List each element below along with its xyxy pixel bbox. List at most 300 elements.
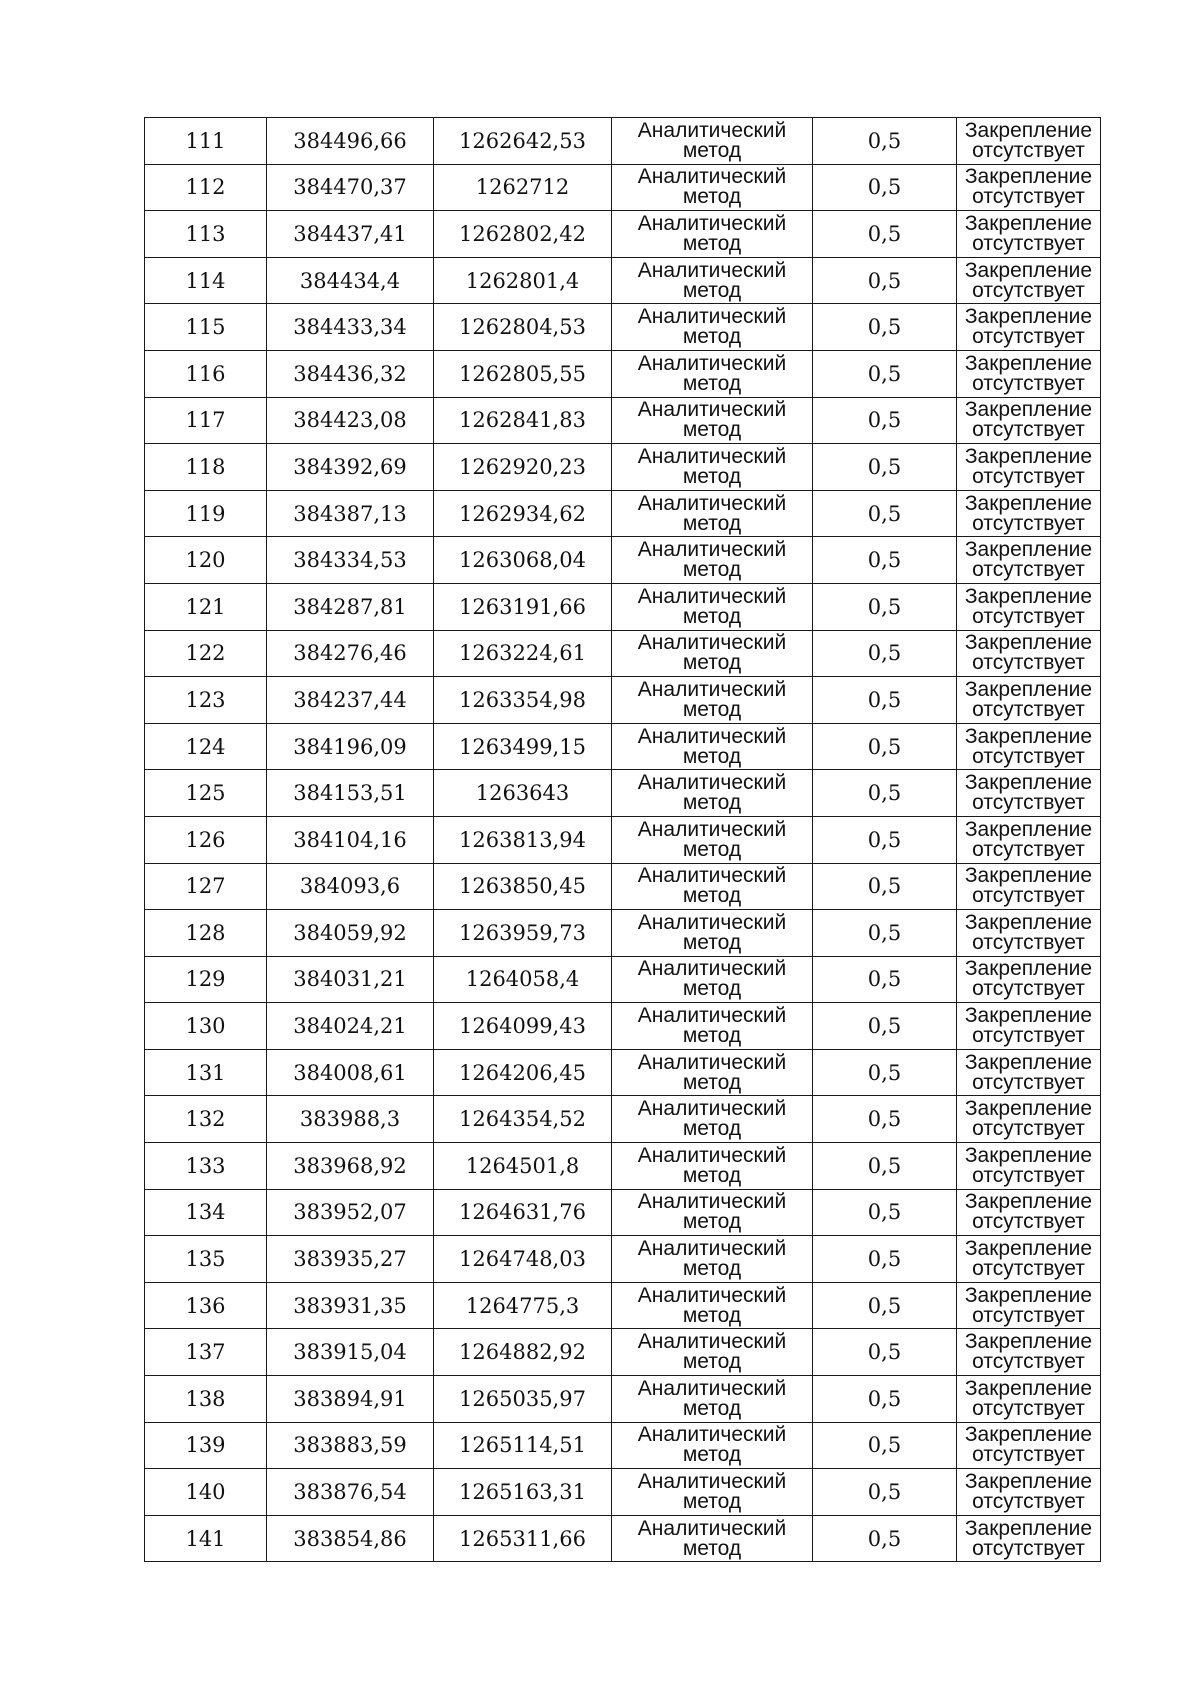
x-coordinate-cell: 384433,34 <box>267 304 434 351</box>
point-number-cell: 116 <box>145 350 267 397</box>
point-number-cell: 128 <box>145 910 267 957</box>
point-number-cell: 141 <box>145 1515 267 1562</box>
x-coordinate-cell: 384237,44 <box>267 677 434 724</box>
fixing-cell <box>957 350 1101 397</box>
method-line-1: Аналитический <box>637 491 787 515</box>
point-number-cell: 115 <box>145 304 267 351</box>
fixing-cell <box>957 723 1101 770</box>
fixing-cell <box>957 1189 1101 1236</box>
fixing-line-2: отсутствует <box>972 837 1085 861</box>
method-line-1: Аналитический <box>637 1190 787 1214</box>
fixing-cell <box>957 164 1101 211</box>
accuracy-cell: 0,5 <box>813 1469 957 1516</box>
method-cell <box>612 1282 813 1329</box>
accuracy-cell: 0,5 <box>813 910 957 957</box>
method-cell <box>612 397 813 444</box>
method-line-1: Аналитический <box>637 351 787 375</box>
fixing-line-1: Закрепление <box>964 584 1093 608</box>
y-coordinate-cell: 1264748,03 <box>434 1236 612 1283</box>
fixing-line-2: отсутствует <box>972 278 1085 302</box>
table-row <box>145 1282 1101 1329</box>
table-row <box>145 863 1101 910</box>
fixing-cell <box>957 211 1101 258</box>
point-number-cell: 123 <box>145 677 267 724</box>
point-number-cell: 127 <box>145 863 267 910</box>
x-coordinate-cell: 384437,41 <box>267 211 434 258</box>
method-line-2: метод <box>682 1490 742 1514</box>
fixing-line-1: Закрепление <box>964 305 1093 329</box>
table-row <box>145 257 1101 304</box>
point-number-cell: 122 <box>145 630 267 677</box>
y-coordinate-cell: 1262802,42 <box>434 211 612 258</box>
y-coordinate-cell: 1264631,76 <box>434 1189 612 1236</box>
fixing-cell <box>957 1422 1101 1469</box>
method-line-1: Аналитический <box>637 584 787 608</box>
table-row <box>145 1049 1101 1096</box>
y-coordinate-cell: 1264501,8 <box>434 1143 612 1190</box>
method-line-2: метод <box>682 185 742 209</box>
fixing-cell <box>957 304 1101 351</box>
method-line-1: Аналитический <box>637 1330 787 1354</box>
accuracy-cell: 0,5 <box>813 164 957 211</box>
fixing-line-2: отсутствует <box>972 697 1085 721</box>
method-line-2: метод <box>682 884 742 908</box>
fixing-cell <box>957 677 1101 724</box>
table-row <box>145 630 1101 677</box>
table-row <box>145 490 1101 537</box>
y-coordinate-cell: 1262920,23 <box>434 444 612 491</box>
method-line-1: Аналитический <box>637 724 787 748</box>
fixing-line-2: отсутствует <box>972 371 1085 395</box>
fixing-line-1: Закрепление <box>964 910 1093 934</box>
table-row <box>145 1515 1101 1562</box>
fixing-line-1: Закрепление <box>964 1237 1093 1261</box>
fixing-line-1: Закрепление <box>964 538 1093 562</box>
fixing-cell <box>957 537 1101 584</box>
x-coordinate-cell: 383883,59 <box>267 1422 434 1469</box>
method-line-1: Аналитический <box>637 1004 787 1028</box>
method-line-1: Аналитический <box>637 444 787 468</box>
y-coordinate-cell: 1262805,55 <box>434 350 612 397</box>
method-line-2: метод <box>682 791 742 815</box>
fixing-cell <box>957 444 1101 491</box>
accuracy-cell: 0,5 <box>813 1143 957 1190</box>
method-line-2: метод <box>682 371 742 395</box>
accuracy-cell: 0,5 <box>813 444 957 491</box>
x-coordinate-cell: 384434,4 <box>267 257 434 304</box>
accuracy-cell: 0,5 <box>813 630 957 677</box>
fixing-line-1: Закрепление <box>964 444 1093 468</box>
method-cell <box>612 1515 813 1562</box>
table-row <box>145 350 1101 397</box>
fixing-line-2: отсутствует <box>972 1210 1085 1234</box>
method-cell <box>612 863 813 910</box>
method-line-1: Аналитический <box>637 771 787 795</box>
fixing-cell <box>957 1329 1101 1376</box>
fixing-line-2: отсутствует <box>972 558 1085 582</box>
fixing-line-1: Закрепление <box>964 1423 1093 1447</box>
fixing-line-2: отсутствует <box>972 1070 1085 1094</box>
method-line-2: метод <box>682 511 742 535</box>
fixing-cell <box>957 257 1101 304</box>
fixing-line-1: Закрепление <box>964 1050 1093 1074</box>
x-coordinate-cell: 384276,46 <box>267 630 434 677</box>
method-line-1: Аналитический <box>637 957 787 981</box>
table-row <box>145 1469 1101 1516</box>
table-row <box>145 770 1101 817</box>
method-line-1: Аналитический <box>637 538 787 562</box>
fixing-line-2: отсутствует <box>972 138 1085 162</box>
method-line-1: Аналитический <box>637 1516 787 1540</box>
method-cell <box>612 164 813 211</box>
fixing-line-2: отсутствует <box>972 977 1085 1001</box>
fixing-line-2: отсутствует <box>972 791 1085 815</box>
y-coordinate-cell: 1262804,53 <box>434 304 612 351</box>
fixing-line-1: Закрепление <box>964 677 1093 701</box>
method-cell <box>612 490 813 537</box>
fixing-cell <box>957 1003 1101 1050</box>
method-line-2: метод <box>682 1210 742 1234</box>
fixing-line-2: отсутствует <box>972 1396 1085 1420</box>
fixing-line-1: Закрепление <box>964 118 1093 142</box>
method-line-1: Аналитический <box>637 118 787 142</box>
table-row <box>145 910 1101 957</box>
x-coordinate-cell: 384423,08 <box>267 397 434 444</box>
y-coordinate-cell: 1262841,83 <box>434 397 612 444</box>
x-coordinate-cell: 384287,81 <box>267 583 434 630</box>
method-cell <box>612 350 813 397</box>
method-cell <box>612 630 813 677</box>
x-coordinate-cell: 383931,35 <box>267 1282 434 1329</box>
accuracy-cell: 0,5 <box>813 350 957 397</box>
y-coordinate-cell: 1263068,04 <box>434 537 612 584</box>
table-body <box>145 118 1101 1562</box>
table-row <box>145 1189 1101 1236</box>
fixing-line-2: отсутствует <box>972 418 1085 442</box>
method-line-2: метод <box>682 1350 742 1374</box>
method-line-2: метод <box>682 1117 742 1141</box>
fixing-line-2: отсутствует <box>972 1257 1085 1281</box>
fixing-line-1: Закрепление <box>964 957 1093 981</box>
accuracy-cell: 0,5 <box>813 723 957 770</box>
fixing-cell <box>957 1376 1101 1423</box>
method-line-2: метод <box>682 1070 742 1094</box>
method-cell <box>612 1236 813 1283</box>
fixing-line-1: Закрепление <box>964 1376 1093 1400</box>
method-line-1: Аналитический <box>637 1097 787 1121</box>
fixing-line-2: отсутствует <box>972 1024 1085 1048</box>
point-number-cell: 117 <box>145 397 267 444</box>
fixing-cell <box>957 863 1101 910</box>
method-cell <box>612 257 813 304</box>
method-line-2: метод <box>682 697 742 721</box>
point-number-cell: 130 <box>145 1003 267 1050</box>
method-line-1: Аналитический <box>637 910 787 934</box>
method-line-2: метод <box>682 278 742 302</box>
method-line-1: Аналитический <box>637 1470 787 1494</box>
fixing-cell <box>957 1096 1101 1143</box>
method-line-1: Аналитический <box>637 258 787 282</box>
point-number-cell: 129 <box>145 956 267 1003</box>
accuracy-cell: 0,5 <box>813 1236 957 1283</box>
point-number-cell: 126 <box>145 816 267 863</box>
method-line-1: Аналитический <box>637 1050 787 1074</box>
method-line-2: метод <box>682 1257 742 1281</box>
table-row <box>145 537 1101 584</box>
fixing-cell <box>957 118 1101 165</box>
fixing-cell <box>957 630 1101 677</box>
table-row <box>145 1003 1101 1050</box>
fixing-line-1: Закрепление <box>964 1470 1093 1494</box>
fixing-line-2: отсутствует <box>972 511 1085 535</box>
fixing-cell <box>957 397 1101 444</box>
y-coordinate-cell: 1264099,43 <box>434 1003 612 1050</box>
x-coordinate-cell: 384031,21 <box>267 956 434 1003</box>
method-line-2: метод <box>682 977 742 1001</box>
x-coordinate-cell: 383894,91 <box>267 1376 434 1423</box>
fixing-cell <box>957 816 1101 863</box>
fixing-cell <box>957 956 1101 1003</box>
accuracy-cell: 0,5 <box>813 1329 957 1376</box>
accuracy-cell: 0,5 <box>813 677 957 724</box>
point-number-cell: 133 <box>145 1143 267 1190</box>
fixing-cell <box>957 770 1101 817</box>
fixing-line-2: отсутствует <box>972 464 1085 488</box>
method-line-2: метод <box>682 138 742 162</box>
y-coordinate-cell: 1263850,45 <box>434 863 612 910</box>
point-number-cell: 114 <box>145 257 267 304</box>
x-coordinate-cell: 384392,69 <box>267 444 434 491</box>
accuracy-cell: 0,5 <box>813 1003 957 1050</box>
fixing-line-1: Закрепление <box>964 1283 1093 1307</box>
accuracy-cell: 0,5 <box>813 211 957 258</box>
fixing-cell <box>957 1282 1101 1329</box>
method-line-2: метод <box>682 1303 742 1327</box>
method-line-1: Аналитический <box>637 817 787 841</box>
table-row <box>145 1376 1101 1423</box>
accuracy-cell: 0,5 <box>813 956 957 1003</box>
point-number-cell: 131 <box>145 1049 267 1096</box>
fixing-line-2: отсутствует <box>972 231 1085 255</box>
method-line-1: Аналитический <box>637 1237 787 1261</box>
method-cell <box>612 1003 813 1050</box>
method-line-2: метод <box>682 837 742 861</box>
accuracy-cell: 0,5 <box>813 583 957 630</box>
fixing-line-2: отсутствует <box>972 1536 1085 1560</box>
fixing-line-1: Закрепление <box>964 165 1093 189</box>
method-line-2: метод <box>682 558 742 582</box>
table-row <box>145 1236 1101 1283</box>
x-coordinate-cell: 383876,54 <box>267 1469 434 1516</box>
fixing-line-1: Закрепление <box>964 771 1093 795</box>
point-number-cell: 113 <box>145 211 267 258</box>
method-line-2: метод <box>682 231 742 255</box>
fixing-line-2: отсутствует <box>972 930 1085 954</box>
method-line-2: метод <box>682 1024 742 1048</box>
method-line-1: Аналитический <box>637 864 787 888</box>
method-cell <box>612 1143 813 1190</box>
fixing-cell <box>957 583 1101 630</box>
y-coordinate-cell: 1264206,45 <box>434 1049 612 1096</box>
method-line-1: Аналитический <box>637 305 787 329</box>
y-coordinate-cell: 1264775,3 <box>434 1282 612 1329</box>
fixing-line-2: отсутствует <box>972 884 1085 908</box>
x-coordinate-cell: 383952,07 <box>267 1189 434 1236</box>
accuracy-cell: 0,5 <box>813 1189 957 1236</box>
method-cell <box>612 1469 813 1516</box>
table-row <box>145 1096 1101 1143</box>
table-row <box>145 1329 1101 1376</box>
table-row <box>145 211 1101 258</box>
x-coordinate-cell: 384196,09 <box>267 723 434 770</box>
fixing-line-1: Закрепление <box>964 491 1093 515</box>
x-coordinate-cell: 384059,92 <box>267 910 434 957</box>
y-coordinate-cell: 1263354,98 <box>434 677 612 724</box>
method-cell <box>612 118 813 165</box>
method-line-1: Аналитический <box>637 631 787 655</box>
accuracy-cell: 0,5 <box>813 537 957 584</box>
accuracy-cell: 0,5 <box>813 490 957 537</box>
fixing-line-2: отсутствует <box>972 1117 1085 1141</box>
table-row <box>145 118 1101 165</box>
method-cell <box>612 1329 813 1376</box>
x-coordinate-cell: 384093,6 <box>267 863 434 910</box>
table-row <box>145 444 1101 491</box>
accuracy-cell: 0,5 <box>813 816 957 863</box>
fixing-line-2: отсутствует <box>972 1163 1085 1187</box>
fixing-line-1: Закрепление <box>964 1330 1093 1354</box>
method-cell <box>612 1422 813 1469</box>
y-coordinate-cell: 1264354,52 <box>434 1096 612 1143</box>
y-coordinate-cell: 1262801,4 <box>434 257 612 304</box>
y-coordinate-cell: 1263191,66 <box>434 583 612 630</box>
y-coordinate-cell: 1263643 <box>434 770 612 817</box>
accuracy-cell: 0,5 <box>813 304 957 351</box>
point-number-cell: 120 <box>145 537 267 584</box>
method-line-2: метод <box>682 744 742 768</box>
fixing-line-2: отсутствует <box>972 1303 1085 1327</box>
method-line-1: Аналитический <box>637 1376 787 1400</box>
x-coordinate-cell: 384104,16 <box>267 816 434 863</box>
method-cell <box>612 1049 813 1096</box>
x-coordinate-cell: 383915,04 <box>267 1329 434 1376</box>
fixing-cell <box>957 1143 1101 1190</box>
table-row <box>145 583 1101 630</box>
method-line-2: метод <box>682 604 742 628</box>
method-line-2: метод <box>682 651 742 675</box>
fixing-line-1: Закрепление <box>964 1143 1093 1167</box>
fixing-line-2: отсутствует <box>972 651 1085 675</box>
point-number-cell: 137 <box>145 1329 267 1376</box>
y-coordinate-cell: 1263499,15 <box>434 723 612 770</box>
x-coordinate-cell: 384024,21 <box>267 1003 434 1050</box>
method-cell <box>612 304 813 351</box>
fixing-line-1: Закрепление <box>964 351 1093 375</box>
point-number-cell: 121 <box>145 583 267 630</box>
y-coordinate-cell: 1264058,4 <box>434 956 612 1003</box>
fixing-line-2: отсутствует <box>972 1350 1085 1374</box>
method-line-2: метод <box>682 1536 742 1560</box>
method-cell <box>612 1096 813 1143</box>
accuracy-cell: 0,5 <box>813 1376 957 1423</box>
y-coordinate-cell: 1263224,61 <box>434 630 612 677</box>
x-coordinate-cell: 384436,32 <box>267 350 434 397</box>
fixing-line-1: Закрепление <box>964 864 1093 888</box>
fixing-cell <box>957 910 1101 957</box>
fixing-line-1: Закрепление <box>964 1097 1093 1121</box>
fixing-line-2: отсутствует <box>972 744 1085 768</box>
fixing-line-1: Закрепление <box>964 1004 1093 1028</box>
point-number-cell: 134 <box>145 1189 267 1236</box>
accuracy-cell: 0,5 <box>813 770 957 817</box>
point-number-cell: 132 <box>145 1096 267 1143</box>
table-row <box>145 1143 1101 1190</box>
y-coordinate-cell: 1265311,66 <box>434 1515 612 1562</box>
table-row <box>145 397 1101 444</box>
point-number-cell: 138 <box>145 1376 267 1423</box>
method-cell <box>612 956 813 1003</box>
accuracy-cell: 0,5 <box>813 1422 957 1469</box>
x-coordinate-cell: 383968,92 <box>267 1143 434 1190</box>
accuracy-cell: 0,5 <box>813 118 957 165</box>
method-line-1: Аналитический <box>637 211 787 235</box>
coordinates-table <box>144 117 1101 1562</box>
fixing-line-2: отсутствует <box>972 1443 1085 1467</box>
accuracy-cell: 0,5 <box>813 1096 957 1143</box>
fixing-line-1: Закрепление <box>964 211 1093 235</box>
point-number-cell: 135 <box>145 1236 267 1283</box>
fixing-line-1: Закрепление <box>964 817 1093 841</box>
x-coordinate-cell: 384496,66 <box>267 118 434 165</box>
y-coordinate-cell: 1264882,92 <box>434 1329 612 1376</box>
table-row <box>145 956 1101 1003</box>
accuracy-cell: 0,5 <box>813 397 957 444</box>
table-row <box>145 723 1101 770</box>
point-number-cell: 118 <box>145 444 267 491</box>
accuracy-cell: 0,5 <box>813 863 957 910</box>
fixing-line-1: Закрепление <box>964 258 1093 282</box>
method-line-2: метод <box>682 418 742 442</box>
point-number-cell: 119 <box>145 490 267 537</box>
y-coordinate-cell: 1263813,94 <box>434 816 612 863</box>
point-number-cell: 124 <box>145 723 267 770</box>
accuracy-cell: 0,5 <box>813 1282 957 1329</box>
fixing-line-2: отсутствует <box>972 325 1085 349</box>
method-line-2: метод <box>682 1396 742 1420</box>
method-line-2: метод <box>682 325 742 349</box>
accuracy-cell: 0,5 <box>813 1049 957 1096</box>
fixing-line-2: отсутствует <box>972 185 1085 209</box>
table-row <box>145 164 1101 211</box>
table-row <box>145 304 1101 351</box>
fixing-line-2: отсутствует <box>972 604 1085 628</box>
method-cell <box>612 723 813 770</box>
point-number-cell: 140 <box>145 1469 267 1516</box>
table-row <box>145 1422 1101 1469</box>
method-cell <box>612 677 813 724</box>
method-cell <box>612 910 813 957</box>
accuracy-cell: 0,5 <box>813 1515 957 1562</box>
point-number-cell: 111 <box>145 118 267 165</box>
x-coordinate-cell: 383935,27 <box>267 1236 434 1283</box>
x-coordinate-cell: 384387,13 <box>267 490 434 537</box>
y-coordinate-cell: 1262642,53 <box>434 118 612 165</box>
x-coordinate-cell: 384008,61 <box>267 1049 434 1096</box>
table-row <box>145 677 1101 724</box>
y-coordinate-cell: 1263959,73 <box>434 910 612 957</box>
point-number-cell: 136 <box>145 1282 267 1329</box>
method-cell <box>612 816 813 863</box>
